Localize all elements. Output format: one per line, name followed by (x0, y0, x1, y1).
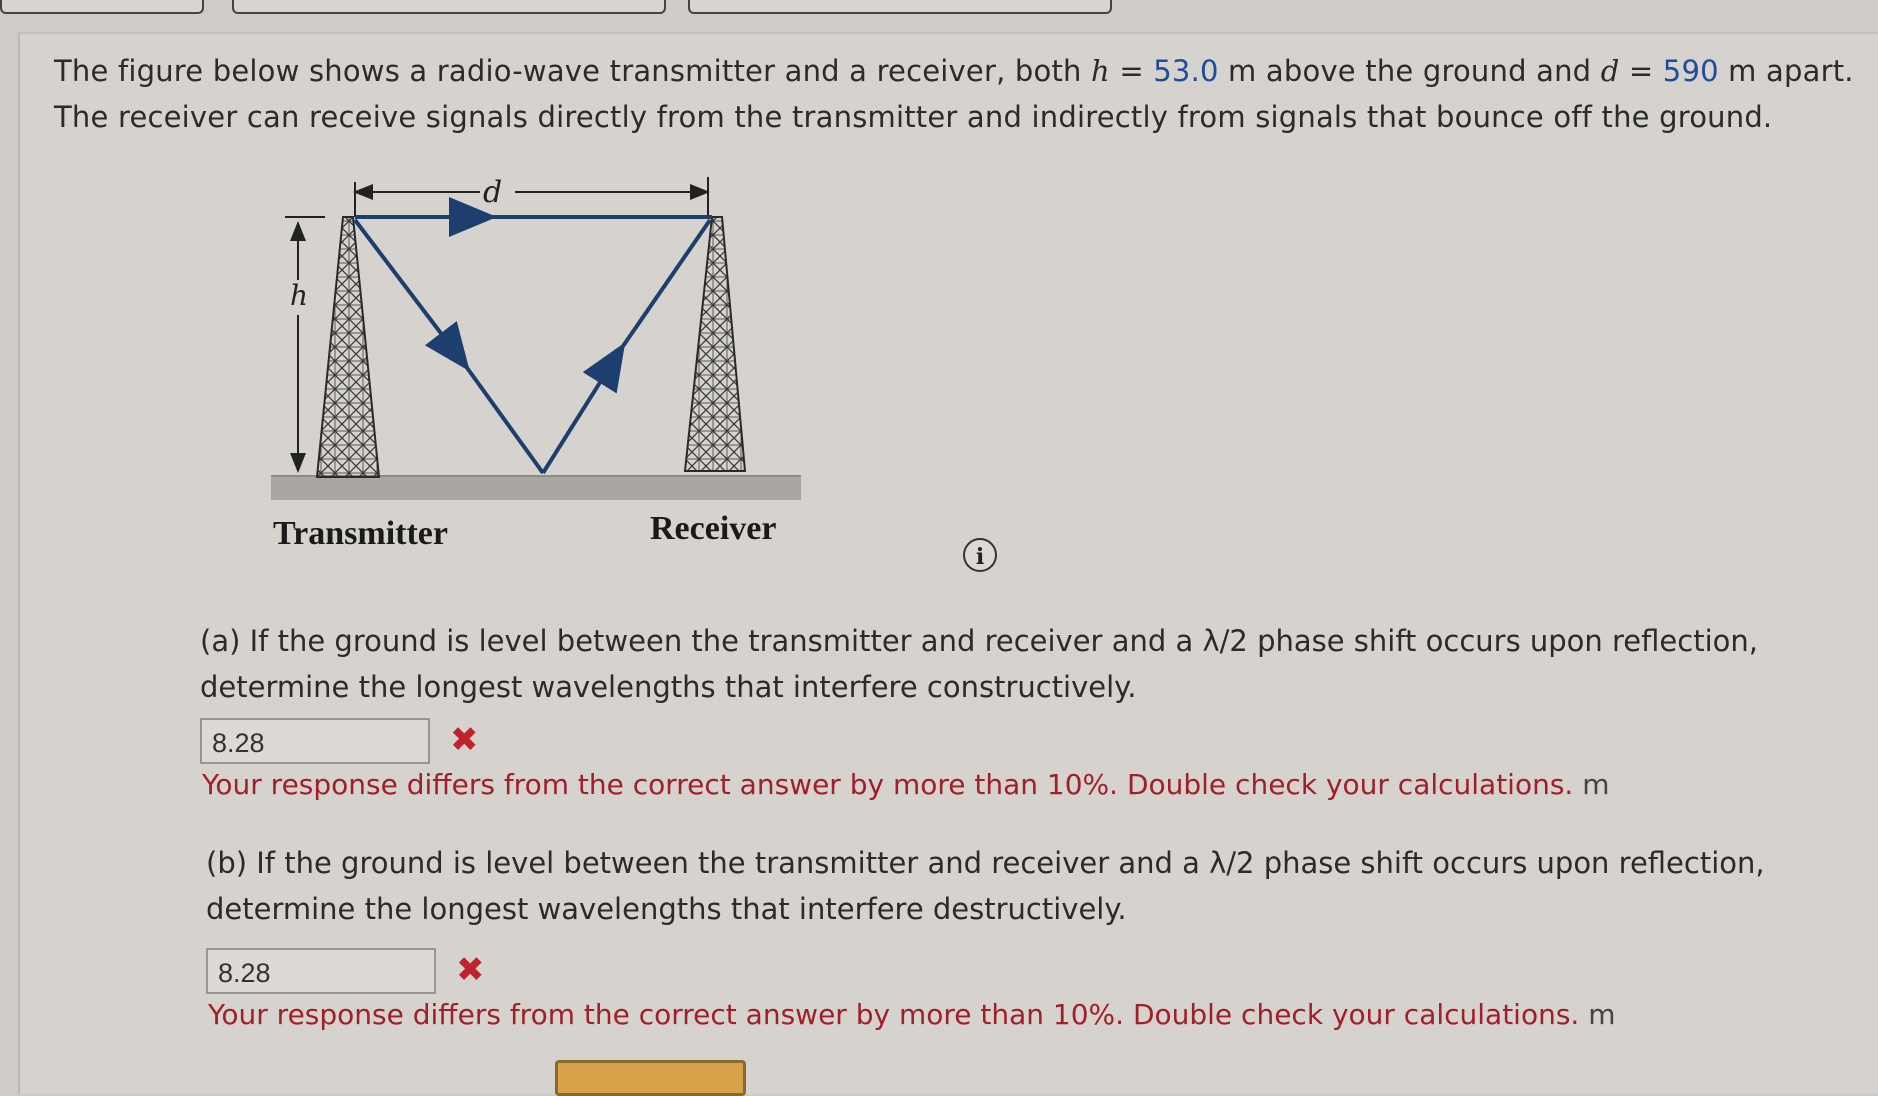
part-b-unit: m (1579, 998, 1616, 1031)
receiver-label: Receiver (650, 510, 777, 547)
h-label: h (290, 279, 309, 312)
intro-line-2: The receiver can receive signals directly from the transmitter and indirectly from signals that bounce off the ground. (54, 100, 1773, 134)
ground (271, 476, 801, 500)
part-a-x-mark-icon: ✖ (450, 720, 479, 760)
part-a-question: (a) If the ground is level between the transmitter and receiver and a λ/2 phase shift occurs upon reflection, determine the longest wavelengths that interfere constructively. (200, 624, 1758, 704)
problem-statement (54, 48, 1854, 140)
d-label: d (483, 175, 503, 210)
figure-svg (265, 165, 805, 565)
part-b-answer-input[interactable]: 8.28 (206, 948, 436, 994)
top-tab-3[interactable] (688, 0, 1112, 14)
part-a-feedback: Your response differs from the correct answer by more than 10%. Double check your calculations. m (202, 768, 1610, 801)
transmitter-tower (317, 217, 379, 477)
top-tab-2[interactable] (232, 0, 666, 14)
transmitter-label: Transmitter (273, 515, 448, 552)
receiver-tower (685, 217, 745, 471)
reflected-path-down (355, 220, 465, 365)
submit-button[interactable] (555, 1060, 746, 1096)
part-b-feedback: Your response differs from the correct answer by more than 10%. Double check your calculations. m (208, 998, 1616, 1031)
d-value: 590 (1662, 54, 1719, 88)
transmitter-receiver-figure (265, 165, 805, 569)
intro-line-1: The figure below shows a radio-wave transmitter and a receiver, both h = 53.0 m above the ground and d = 590 m apart. (54, 54, 1854, 88)
part-b-x-mark-icon: ✖ (456, 950, 485, 990)
part-a-answer-input[interactable]: 8.28 (200, 718, 430, 764)
top-tab-1[interactable] (0, 0, 204, 14)
info-icon[interactable]: i (963, 538, 997, 572)
reflected-path-up (543, 349, 621, 473)
part-a-unit: m (1573, 768, 1610, 801)
h-value: 53.0 (1153, 54, 1219, 88)
part-b-question: (b) If the ground is level between the transmitter and receiver and a λ/2 phase shift occurs upon reflection, determine the longest wavelengths that interfere destructively. (206, 846, 1765, 926)
